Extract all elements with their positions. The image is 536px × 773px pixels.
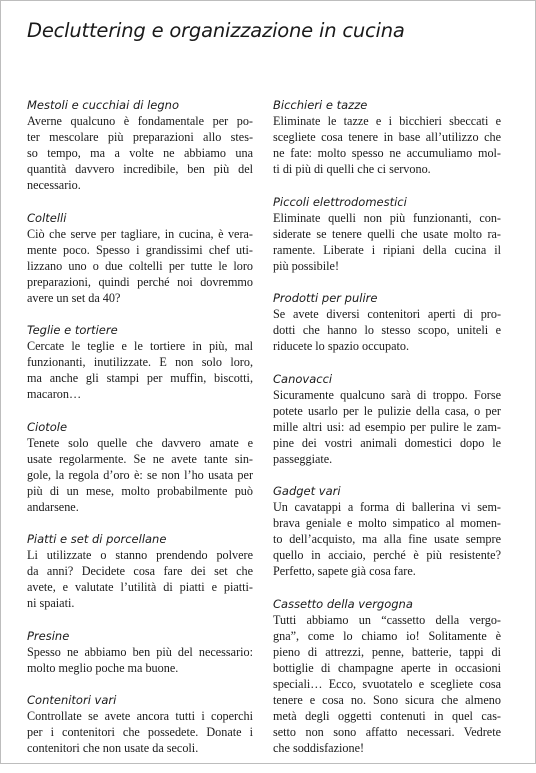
section-heading: Piccoli elettrodomestici [273, 194, 407, 209]
section [27, 322, 253, 402]
text-line: che soddisfazione! [273, 740, 365, 755]
text-line: Ciò che serve per tagliare, in cucina, è vera- [27, 226, 253, 241]
text-line: avete, e valutate l’utilità di piatti e piatti- [27, 580, 253, 594]
text-line: Spesso ne abbiamo ben più del necessario: [27, 644, 253, 659]
text-line: quello in acciaio, perché è più resistente? [273, 548, 501, 562]
text-line: più possibile! [273, 258, 340, 273]
section-heading: Ciotole [27, 419, 68, 434]
text-line: Tutti abbiamo un “cassetto della vergo- [273, 612, 501, 627]
section-body [273, 113, 501, 177]
text-line: so tempo, ma a volte ne abbiamo una [27, 146, 253, 160]
section-heading: Gadget vari [273, 484, 341, 498]
text-line: andarsene. [27, 499, 79, 514]
text-line: per i contenitori che possedete. Donate i [27, 725, 253, 739]
text-line: Tenete solo quelle che davvero amate e [27, 435, 253, 450]
text-line: mille altri usi: ad esempio per pulire le zam- [273, 419, 501, 434]
section [27, 419, 253, 515]
text-line: macaron… [27, 387, 82, 401]
section-heading: Presine [27, 628, 70, 643]
section-body [27, 644, 253, 676]
text-line: pine dei vostri animali domestici dopo le [273, 435, 501, 450]
text-line: Se avete diversi contenitori aperti di pro- [273, 307, 501, 321]
section-body [273, 387, 501, 467]
section-body [27, 708, 253, 756]
text-line: quantità davvero incredibile, ben più del [27, 162, 253, 176]
section [273, 290, 501, 354]
section [273, 483, 501, 579]
text-line: Sicuramente qualcuno sarà di troppo. Forse [273, 387, 501, 402]
right-column [273, 97, 501, 772]
text-line: ti di più di quelli che ci servono. [273, 162, 431, 176]
section [273, 596, 501, 756]
text-line: Perfetto, sapete già cosa fare. [273, 564, 416, 578]
text-line: gna”, come lo chiamo io! Solitamente è [273, 628, 501, 643]
section [27, 210, 253, 306]
section-body [273, 499, 501, 579]
text-line: ramente. Liberate i ripiani della cucina il [273, 242, 501, 257]
section-heading: Coltelli [27, 210, 67, 225]
text-line: funzionanti, inutilizzate. E non solo loro, [27, 355, 253, 369]
section-body [273, 612, 501, 756]
section-body [273, 210, 501, 274]
text-line: passeggiate. [273, 451, 333, 466]
text-line: necessario. [27, 178, 81, 192]
text-line: scegliete cosa tenere in base all’utilizzo che [273, 130, 501, 144]
text-line: brava geniale e molto simpatico al momen- [273, 516, 501, 530]
text-line: tenere e cosa no. Sono sicura che almeno [273, 692, 501, 707]
text-line: Controllate se avete ancora tutti i coperchi [27, 709, 253, 723]
text-line: dotti che hanno lo stesso scopo, uniteli e [273, 323, 501, 337]
text-line: contenitori che non usate da secoli. [27, 741, 199, 755]
text-line: ne fate: molto spesso ne accumuliamo mol- [273, 146, 501, 160]
section [27, 628, 253, 676]
section-heading: Piatti e set di porcellane [27, 532, 167, 546]
section-body [273, 306, 501, 354]
text-line: Eliminate le tazze e i bicchieri sbeccati e [273, 114, 501, 128]
section-heading: Canovacci [273, 371, 333, 386]
text-line: preparazioni, quindi perché noi dovremmo [27, 274, 253, 289]
text-line: setto non sono affatto necessari. Vedrete [273, 724, 501, 739]
text-line: Un cavatappi a forma di ballerina vi sem- [273, 500, 501, 514]
section-heading: Mestoli e cucchiai di legno [27, 98, 179, 112]
section-body [27, 435, 253, 515]
text-line: Averne qualcuno è fondamentale per po- [27, 114, 253, 128]
section [273, 97, 501, 177]
text-line: gole, la regola d’oro è: se non l’ho usata per [27, 467, 253, 482]
section-heading: Bicchieri e tazze [273, 98, 368, 112]
text-line: ma anche gli stampi per muffin, biscotti, [27, 371, 253, 385]
text-line: ter mescolare più preparazioni allo stes- [27, 130, 253, 144]
text-line: ni spaiati. [27, 596, 75, 610]
section-body [27, 547, 253, 611]
text-line: speciali… Ecco, svuotatelo e scegliete cosa [273, 676, 501, 691]
section-body [27, 113, 253, 193]
text-line: più di un mese, molto probabilmente può [27, 483, 253, 498]
section-heading: Contenitori vari [27, 693, 117, 707]
section-heading: Teglie e tortiere [27, 323, 118, 337]
section-heading: Cassetto della vergogna [273, 596, 413, 611]
text-line: molto meglio poche ma buone. [27, 660, 179, 675]
text-line: Li utilizzate o stanno prendendo polvere [27, 548, 253, 562]
text-line: bottiglie di champagne aperte in occasioni [273, 660, 501, 675]
section-heading: Prodotti per pulire [273, 291, 378, 305]
text-line: avere un set da 40? [27, 290, 121, 305]
section [273, 194, 501, 274]
text-line: Eliminate quelli non più funzionanti, con- [273, 210, 501, 225]
text-line: Cercate le teglie e le tortiere in più, mal [27, 339, 253, 353]
text-line: potete usarlo per le pulizie della casa, o per [273, 403, 501, 418]
text-line: to dell’acquisto, ma alla fine usate sempre [273, 532, 501, 546]
text-line: riducete lo spazio occupato. [273, 339, 410, 353]
section [27, 531, 253, 611]
section [273, 371, 501, 467]
text-line: metà degli oggetti contenuti in quel cas- [273, 708, 501, 723]
text-line: da anni? Decidete cosa fare dei set che [27, 564, 253, 578]
page-title: Decluttering e organizzazione in cucina [27, 19, 405, 42]
section-body [27, 226, 253, 306]
section [27, 97, 253, 193]
text-line: lizzano uno o due coltelli per tutte le loro [27, 258, 253, 273]
text-line: usate regolarmente. Se ne avete tante sin- [27, 451, 253, 466]
text-line: siderate se tenere quelli che usate molto ra- [273, 226, 501, 241]
text-line: pieno di attrezzi, penne, batterie, tappi di [273, 644, 501, 659]
section [27, 692, 253, 756]
left-column [27, 97, 253, 773]
text-line: mente poco. Spesso i grandissimi chef uti- [27, 242, 253, 257]
section-body [27, 338, 253, 402]
